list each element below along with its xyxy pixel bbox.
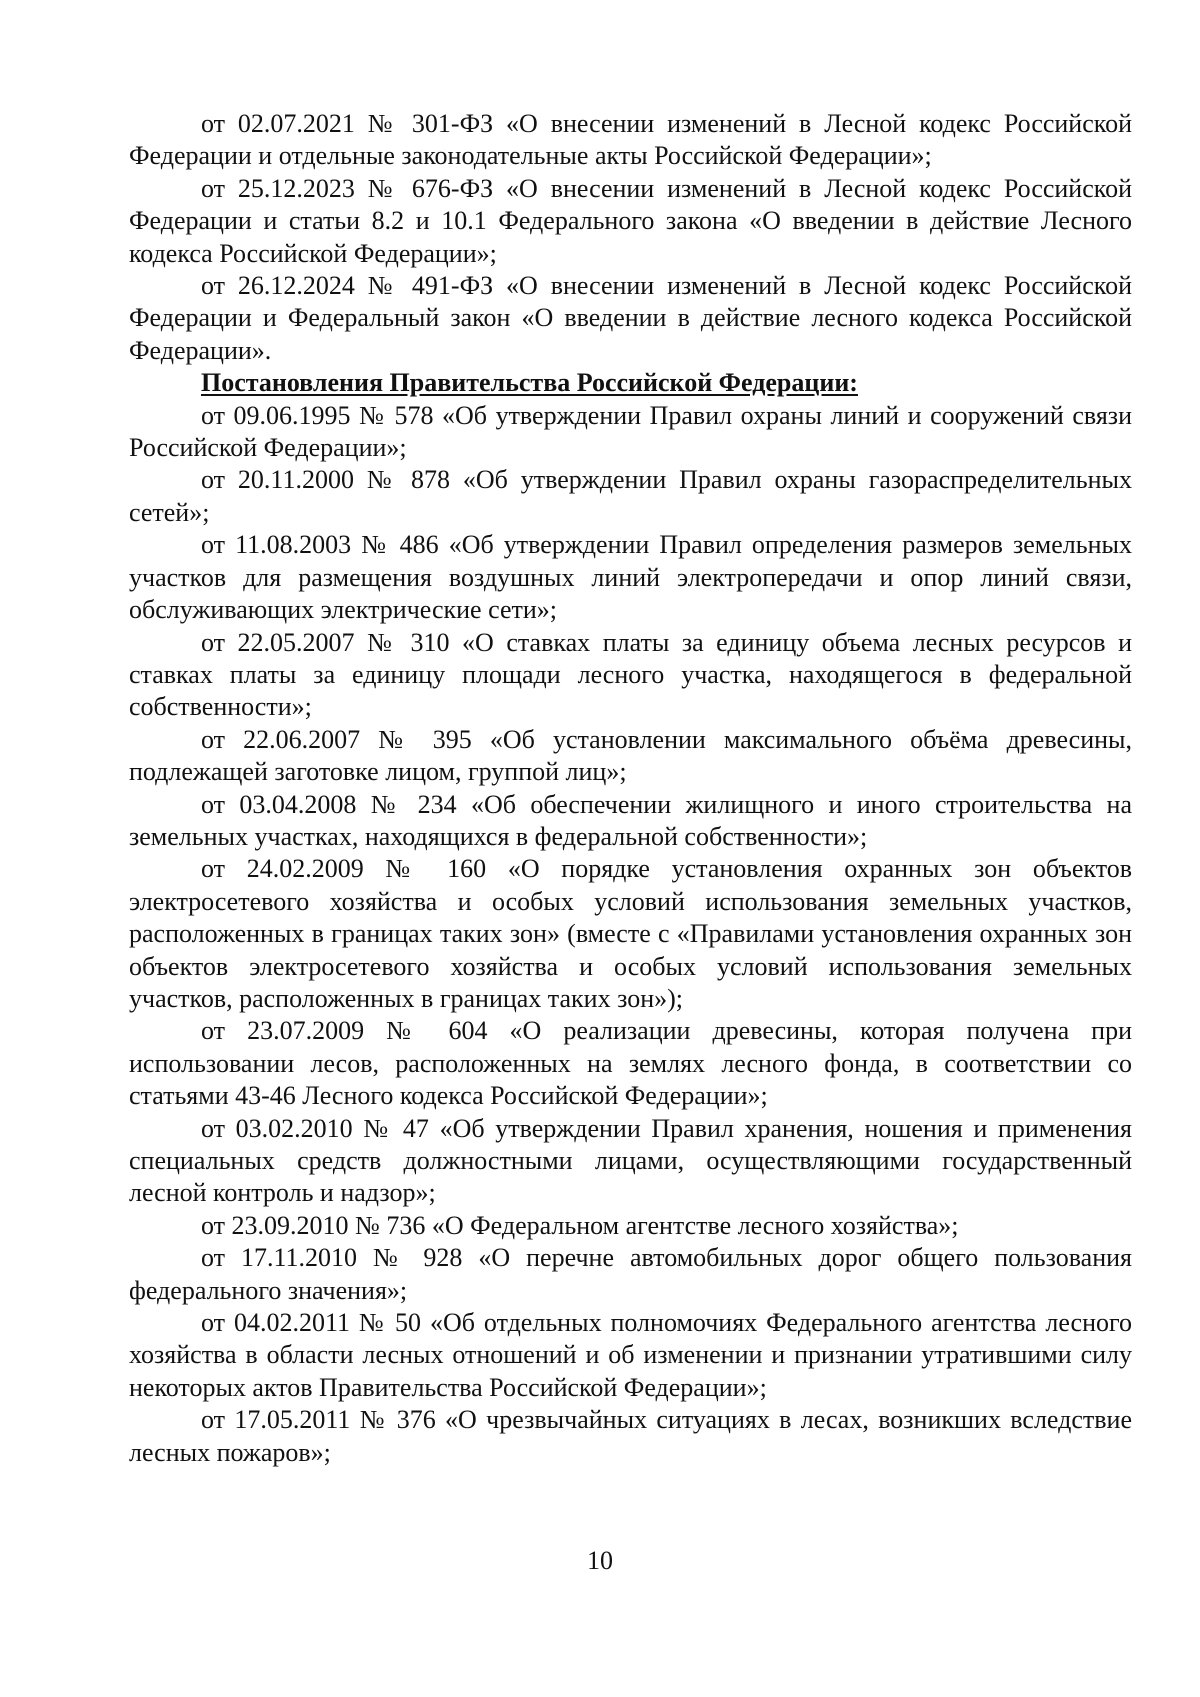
resolution-item: от 11.08.2003 № 486 «Об утверждении Правил определения размеров земельных участков для размещения воздушных линий электропередачи и опор линий связи, обслуживающих электрические сети»; bbox=[129, 530, 1132, 625]
resolution-item: от 20.11.2000 № 878 «Об утверждении Правил охраны газораспределительных сетей»; bbox=[129, 465, 1132, 527]
resolution-item: от 04.02.2011 № 50 «Об отдельных полномочиях Федерального агентства лесного хозяйства в области лесных отношений и об изменении и признании утратившими силу некоторых актов Правительства Российской Федерации»; bbox=[129, 1308, 1132, 1402]
document-page bbox=[129, 108, 1132, 1469]
resolution-item: от 17.05.2011 № 376 «О чрезвычайных ситуациях в лесах, возникших вследствие лесных пожаров»; bbox=[129, 1405, 1132, 1467]
resolution-item: от 23.07.2009 № 604 «О реализации древесины, которая получена при использовании лесов, расположенных на землях лесного фонда, в соответствии со статьями 43-46 Лесного кодекса Российской Федерации»; bbox=[129, 1016, 1132, 1111]
federal-law-item: от 25.12.2023 № 676-ФЗ «О внесении изменений в Лесной кодекс Российской Федерации и статьи 8.2 и 10.1 Федерального закона «О введении в действие Лесного кодекса Российской Федерации»; bbox=[129, 173, 1132, 268]
resolution-item: от 17.11.2010 № 928 «О перечне автомобильных дорог общего пользования федерального значения»; bbox=[129, 1243, 1132, 1305]
section-heading-government-resolutions: Постановления Правительства Российской Федерации: bbox=[201, 368, 858, 398]
resolution-item: от 09.06.1995 № 578 «Об утверждении Правил охраны линий и сооружений связи Российской Федерации»; bbox=[129, 400, 1132, 463]
resolution-item: от 24.02.2009 № 160 «О порядке установления охранных зон объектов электросетевого хозяйства и особых условий использования земельных участков, расположенных в границах таких зон» (вместе с «Правилами установления охранных зон объектов электросетевого хозяйства и особых условий использования земельных участков, расположенных в границах таких зон»); bbox=[129, 854, 1132, 1013]
page-number: 10 bbox=[587, 1546, 613, 1575]
federal-law-item: от 26.12.2024 № 491-ФЗ «О внесении изменений в Лесной кодекс Российской Федерации и Федеральный закон «О введении в действие лесного кодекса Российской Федерации». bbox=[129, 271, 1132, 365]
resolution-item: от 22.05.2007 № 310 «О ставках платы за единицу объема лесных ресурсов и ставках платы за единицу площади лесного участка, находящегося в федеральной собственности»; bbox=[129, 627, 1132, 722]
resolution-item: от 23.09.2010 № 736 «О Федеральном агентстве лесного хозяйства»; bbox=[201, 1210, 959, 1240]
resolution-item: от 22.06.2007 № 395 «Об установлении максимального объёма древесины, подлежащей заготовке лицом, группой лиц»; bbox=[129, 724, 1132, 787]
federal-law-item: от 02.07.2021 № 301-ФЗ «О внесении изменений в Лесной кодекс Российской Федерации и отдельные законодательные акты Российской Федерации»; bbox=[129, 109, 1132, 171]
resolution-item: от 03.04.2008 № 234 «Об обеспечении жилищного и иного строительства на земельных участках, находящихся в федеральной собственности»; bbox=[129, 789, 1132, 851]
resolution-item: от 03.02.2010 № 47 «Об утверждении Правил хранения, ношения и применения специальных средств должностными лицами, осуществляющими государственный лесной контроль и надзор»; bbox=[129, 1113, 1132, 1208]
